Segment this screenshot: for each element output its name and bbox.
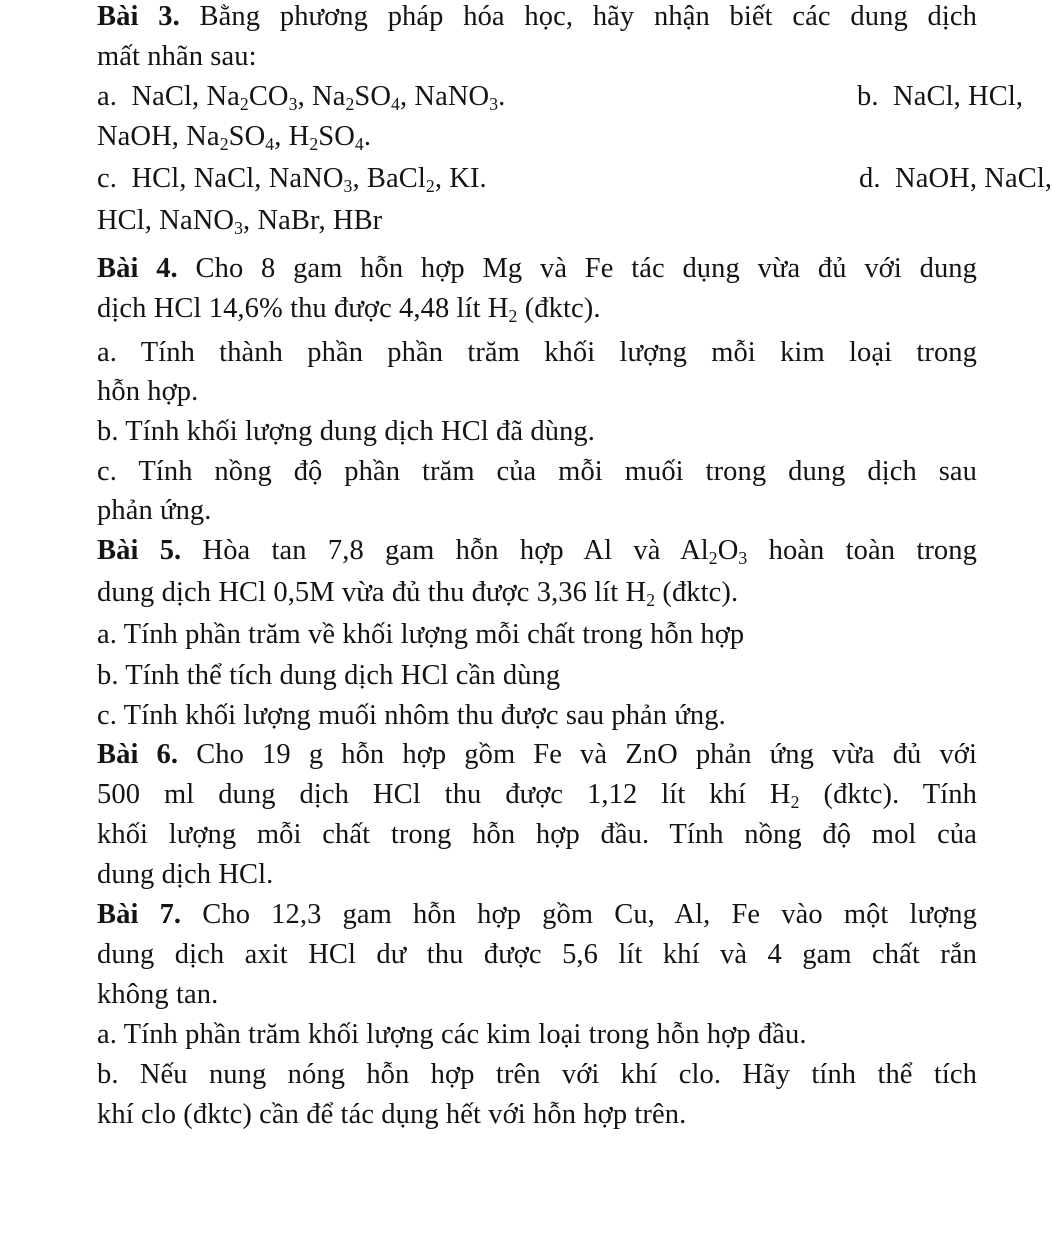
bai3-item-d: d. NaOH, NaCl, — [859, 163, 1052, 194]
bai6-title: Bài 6. — [97, 739, 179, 770]
bai3-intro: Bằng phương pháp hóa học, hãy nhận biết các dung dịch — [199, 1, 978, 32]
bai3-b-cont-line: NaOH, $Na_2SO_4$, $H_2SO_4$. — [97, 121, 372, 154]
bai6-line3: khối lượng mỗi chất trong hỗn hợp đầu. Tính nồng độ mol của — [97, 819, 977, 850]
bai5-question-b: b. Tính thể tích dung dịch HCl cần dùng — [97, 660, 561, 691]
bai6-heading-line: Bài 6. Cho 19 g hỗn hợp gồm Fe và ZnO phản ứng vừa đủ với — [97, 739, 977, 770]
bai4-question-a-line2: hỗn hợp. — [97, 376, 199, 407]
bai3-title: Bài 3. — [97, 1, 180, 32]
bai5-title: Bài 5. — [97, 535, 182, 566]
bai5-question-a: a. Tính phần trăm về khối lượng mỗi chất trong hỗn hợp — [97, 619, 745, 650]
bai5-heading-line: Bài 5. Hòa tan 7,8 gam hỗn hợp Al và $Al_2O_3$ hoàn toàn trong — [97, 535, 977, 568]
bai6-line4: dung dịch HCl. — [97, 859, 274, 890]
bai7-line2: dung dịch axit HCl dư thu được 5,6 lít khí và 4 gam chất rắn — [97, 939, 977, 970]
bai7-line3: không tan. — [97, 979, 219, 1010]
bai4-heading-line: Bài 4. Cho 8 gam hỗn hợp Mg và Fe tác dụng vừa đủ với dung — [97, 253, 977, 284]
bai3-cd-line — [97, 162, 1052, 196]
bai4-question-b: b. Tính khối lượng dung dịch HCl đã dùng. — [97, 416, 595, 447]
bai3-item-c: c. HCl, NaCl, NaNO$_3$, BaCl$_2$, KI. — [97, 163, 487, 196]
bai3-ab-line — [97, 80, 1024, 114]
bai4-title: Bài 4. — [97, 253, 178, 284]
bai4-question-c-line1: c. Tính nồng độ phần trăm của mỗi muối trong dung dịch sau — [97, 456, 977, 487]
bai3-item-b: b. NaCl, HCl, — [857, 81, 1024, 112]
bai4-question-a-line1: a. Tính thành phần phần trăm khối lượng mỗi kim loại trong — [97, 337, 977, 368]
bai7-title: Bài 7. — [97, 899, 182, 930]
bai7-question-a: a. Tính phần trăm khối lượng các kim loại trong hỗn hợp đầu. — [97, 1019, 807, 1050]
bai3-d-cont-line: HCl, NaNO$_3$, NaBr, HBr — [97, 205, 383, 238]
bai7-question-b-line2: khí clo (đktc) cần để tác dụng hết với hỗn hợp trên. — [97, 1099, 687, 1130]
bai7-heading-line: Bài 7. Cho 12,3 gam hỗn hợp gồm Cu, Al, Fe vào một lượng — [97, 899, 977, 930]
bai7-question-b-line1: b. Nếu nung nóng hỗn hợp trên với khí clo. Hãy tính thể tích — [97, 1059, 977, 1090]
bai6-line2: 500 ml dung dịch HCl thu được 1,12 lít khí $H_2$ (đktc). Tính — [97, 779, 978, 812]
bai3-heading-line — [97, 0, 977, 34]
bai5-question-c: c. Tính khối lượng muối nhôm thu được sau phản ứng. — [97, 700, 726, 731]
bai3-item-a: a. NaCl, $Na_2CO_3$, $Na_2SO_4$, NaNO$_3$. — [97, 81, 506, 114]
bai5-line2: dung dịch HCl 0,5M vừa đủ thu được 3,36 lít $H_2$ (đktc). — [97, 577, 739, 610]
bai4-question-c-line2: phản ứng. — [97, 495, 212, 526]
bai3-intro-line2: mất nhãn sau: — [97, 41, 257, 72]
bai4-line2: dịch HCl 14,6% thu được 4,48 lít $H_2$ (đktc). — [97, 293, 601, 326]
